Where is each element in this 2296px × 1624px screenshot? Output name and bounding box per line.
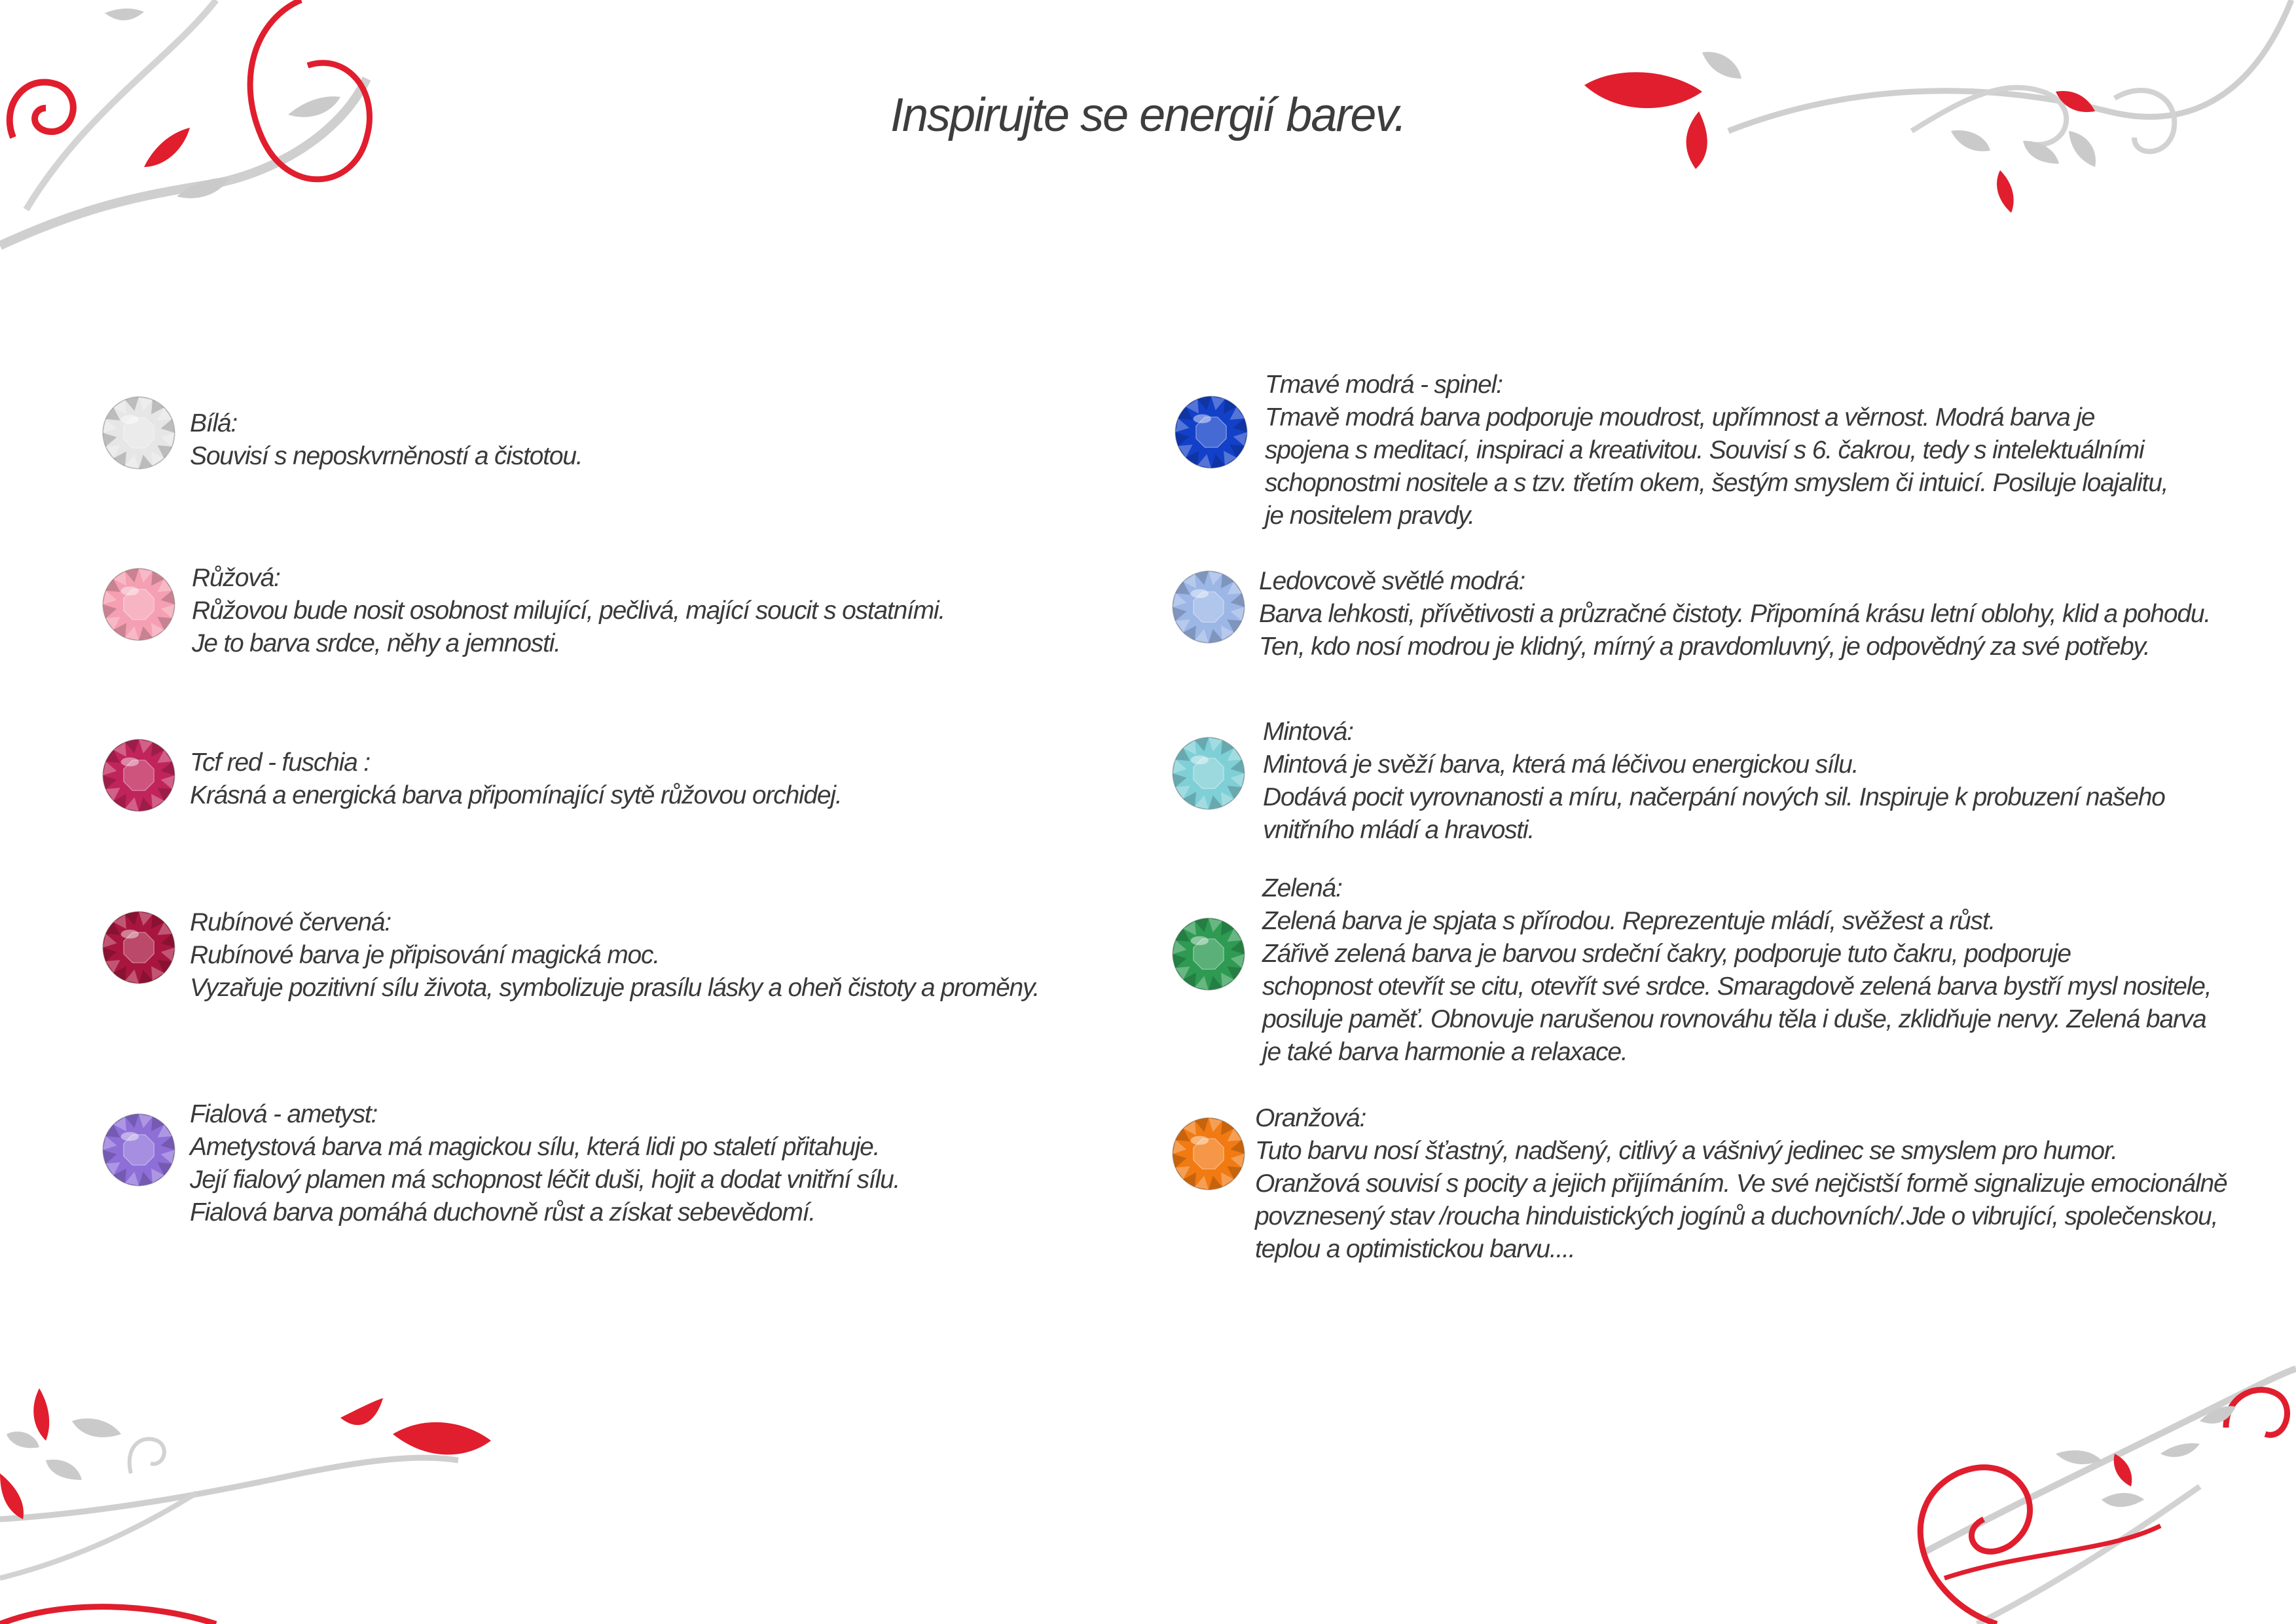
entry-line: spojena s meditací, inspiraci a kreativitou. Souvisí s 6. čakrou, tedy s intelektuálními <box>1265 436 2144 464</box>
entry-line: Oranžová souvisí s pocity a jejich přijímáním. Ve své nejčistší formě signalizuje emocionálně <box>1255 1170 2227 1198</box>
floral-ornament-bottom-left <box>0 1362 511 1624</box>
entry-line: Rubínové barva je připisování magická moc. <box>190 941 659 969</box>
white-crystal-icon <box>101 396 176 470</box>
entry-line: Její fialový plamen má schopnost léčit duši, hojit a dodat vnitřní sílu. <box>190 1166 900 1194</box>
entry-line: vnitřního mládí a hravosti. <box>1263 816 1535 844</box>
entry-line: teplou a optimistickou barvu.... <box>1255 1235 1575 1263</box>
fuchsia-crystal-icon <box>101 738 176 813</box>
entry-line: povznesený stav /roucha hinduistických jogínů a duchovních/.Jde o vibrující, společenskou, <box>1255 1202 2218 1230</box>
entry-line: Ten, kdo nosí modrou je klidný, mírný a pravdomluvný, je odpovědný za své potřeby. <box>1259 633 2150 661</box>
entry-name: Ledovcově světlé modrá: <box>1259 567 1525 595</box>
entry-text-ice-blue <box>1259 565 2210 663</box>
entry-line: Fialová barva pomáhá duchovně růst a získat sebevědomí. <box>190 1198 816 1227</box>
entry-line: je také barva harmonie a relaxace. <box>1262 1038 1628 1066</box>
entry-name: Oranžová: <box>1255 1104 1366 1132</box>
entry-line: Dodává pocit vyrovnanosti a míru, načerpání nových sil. Inspiruje k probuzení našeho <box>1263 783 2165 811</box>
entry-line: je nositelem pravdy. <box>1265 502 1474 530</box>
entry-name: Fialová - ametyst: <box>190 1100 378 1128</box>
ice-blue-crystal-icon <box>1171 570 1246 644</box>
dark-blue-crystal-icon <box>1174 395 1248 470</box>
entry-line: Tmavě modrá barva podporuje moudrost, upřímnost a věrnost. Modrá barva je <box>1265 403 2095 432</box>
entry-text-green <box>1262 872 2211 1069</box>
entry-name: Bílá: <box>190 409 238 437</box>
entry-name: Zelená: <box>1262 874 1342 902</box>
entry-line: Zářivě zelená barva je barvou srdeční čakry, podporuje tuto čakru, podporuje <box>1262 940 2071 968</box>
entry-text-pink <box>192 562 945 660</box>
entry-line: Barva lehkosti, přívětivosti a průzračné čistoty. Připomíná krásu letní oblohy, klid a pohodu. <box>1259 600 2211 628</box>
entry-text-orange <box>1255 1102 2227 1266</box>
entry-line: Ametystová barva má magickou sílu, která lidi po staletí přitahuje. <box>190 1133 880 1161</box>
entry-line: Zelená barva je spjata s přírodou. Reprezentuje mládí, svěžest a růst. <box>1262 907 1995 935</box>
entry-text-ruby <box>190 906 1039 1005</box>
entry-line: posiluje paměť. Obnovuje narušenou rovnováhu těla i duše, zklidňuje nervy. Zelená barva <box>1262 1005 2206 1033</box>
mint-crystal-icon <box>1171 736 1246 811</box>
pink-crystal-icon <box>101 567 176 642</box>
entry-line: schopnost otevřít se citu, otevřít své srdce. Smaragdově zelená barva bystří mysl nositele, <box>1262 972 2212 1001</box>
entry-name: Růžová: <box>192 564 280 592</box>
entry-text-white <box>190 407 582 473</box>
entry-text-mint <box>1263 716 2165 847</box>
amethyst-crystal-icon <box>101 1113 176 1187</box>
entry-line: Krásná a energická barva připomínající sytě růžovou orchidej. <box>190 781 842 809</box>
entry-text-dark-blue <box>1265 369 2168 532</box>
entry-line: schopnostmi nositele a s tzv. třetím okem, šestým smyslem či intuicí. Posiluje loajalitu, <box>1265 469 2168 497</box>
entry-line: Je to barva srdce, něhy a jemnosti. <box>192 629 560 657</box>
green-crystal-icon <box>1171 917 1246 991</box>
orange-crystal-icon <box>1171 1116 1246 1191</box>
entry-name: Rubínové červená: <box>190 908 391 936</box>
entry-line: Vyzařuje pozitivní sílu života, symbolizuje prasílu lásky a oheň čistoty a proměny. <box>190 974 1040 1002</box>
floral-ornament-bottom-right <box>1859 1336 2296 1624</box>
page-title: Inspirujte se energií barev. <box>890 89 1406 141</box>
entry-line: Mintová je svěží barva, která má léčivou energickou sílu. <box>1263 750 1859 779</box>
entry-line: Tuto barvu nosí šťastný, nadšený, citlivý a vášnivý jedinec se smyslem pro humor. <box>1255 1137 2117 1165</box>
entry-name: Mintová: <box>1263 718 1353 746</box>
entry-name: Tmavé modrá - spinel: <box>1265 371 1503 399</box>
ruby-crystal-icon <box>101 910 176 985</box>
entry-line: Souvisí s neposkvrněností a čistotou. <box>190 442 583 470</box>
entry-text-fuchsia <box>190 747 842 812</box>
entry-line: Růžovou bude nosit osobnost milující, pečlivá, mající soucit s ostatními. <box>192 597 945 625</box>
entry-name: Tcf red - fuschia : <box>190 748 370 777</box>
entry-text-amethyst <box>190 1098 900 1229</box>
